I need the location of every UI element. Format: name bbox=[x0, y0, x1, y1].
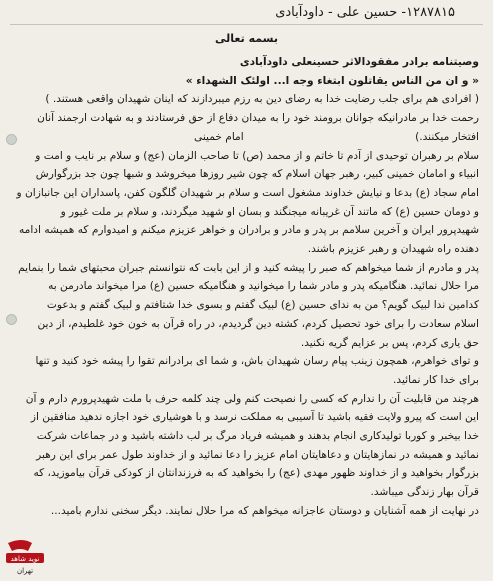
document-header: ۱۲۸۷۸۱۵- حسین علی - داودآبادی bbox=[275, 5, 455, 20]
punch-hole-mark bbox=[6, 134, 17, 145]
text-line: نمائید و همیشه در نمازهایتان و دعاهایتان امام عزیز را دعا نمائید و از خداوند طول عمر برای این رهبر bbox=[36, 448, 479, 461]
logo-subtext: تهران bbox=[16, 567, 34, 575]
text-line: شهیدپرور ایران و آخرین سلامم بر پدر و مادر و برادران و خواهر عزیزم میکنم و امیدوارم که همیشه ادامه bbox=[19, 224, 479, 237]
header-divider bbox=[10, 24, 483, 25]
text-line: امام سجاد (ع) بدعا و نیایش خداوند مشغول است و سلام بر شهیدان گلگون کفن، پاسداران این جانبازان و bbox=[16, 186, 479, 199]
text-line: خدا بیخبر و کوربا تولیدکاری انجام بدهند و همیشه فریاد مرگ بر لب داشته باشید و در جماعات شرکت bbox=[36, 430, 479, 443]
punch-hole-mark bbox=[6, 314, 17, 325]
text-line: برای خدا کار نمائید. bbox=[393, 373, 479, 386]
text-line: کدامین ندا لبیک گویم؟ من به ندای حسین (ع) لبیک گفتم و بسوی خدا شتافتم و لبیک گفتم و بدعوت bbox=[46, 299, 479, 312]
text-line: حق یاری کردم، پس بر عزایم گریه نکنید. bbox=[300, 336, 479, 349]
text-line: در نهایت از همه آشنایان و دوستان عاجزانه میخواهم که مرا حلال نمایند. دیگر سخنی ندارم بامید... bbox=[50, 504, 479, 517]
text-line: و توای خواهرم، همچون زینب پیام رسان شهیدان باش، و شما ای برادرانم تقوا را پیشه خود کنید و تنها bbox=[35, 355, 479, 368]
verse-translation: ( افرادی هم برای جلب رضایت خدا به رضای دین به رزم میبردازند که اینان شهیدان واقعی هستند. ) bbox=[45, 93, 479, 106]
text-line: این است که پیرو ولایت فقیه باشید تا آسیبی به مملکت نرسد و با هوشیاری خود اجازه ندهید منافقین از bbox=[30, 411, 479, 424]
text-line: بزرگوار بخواهید و از خداوند ظهور مهدی (عج) را بخواهید که به فرزندانتان از کودکی قرآن بیاموزید، که bbox=[33, 467, 479, 480]
text-line bbox=[14, 128, 479, 147]
text-fragment: افتخار میکنند.) bbox=[415, 130, 479, 143]
text-line: سلام بر رهبران توحیدی از آدم تا خاتم و از محمد (ص) تا صاحب الزمان (عج) و سلام بر نایب و امت و bbox=[35, 149, 479, 162]
quran-verse: « و ان من الناس یقاتلون ابتغاء وجه ا... اولئک الشهداء » bbox=[185, 74, 479, 87]
text-line: قرآن بهار زندگی میباشد. bbox=[370, 486, 479, 499]
text-line: مرا حلال نمائید. هنگامیکه پدر و مادر شما را میخوانید و هنگامیکه حسین (ع) مرا میخواند مادرمن به bbox=[48, 280, 479, 293]
signature-text: امام خمینی bbox=[194, 130, 244, 143]
text-line: اسلام سعادت را برای خود تحصیل کردم، کشته دین گردیدم، در راه قرآن به خون خود غلطیدم، از دین bbox=[37, 317, 479, 330]
text-line: و دومان حسین (ع) که ماتند آن غریبانه میجنگند و بسان او شهید میگردند، و سلام بر ملت غیور و bbox=[60, 205, 479, 218]
text-line: هرچند من قابلیت آن را ندارم که کسی را نصیحت کنم ولی چند کلمه حرف با ملت شهیدپرورم دارم و آن bbox=[25, 392, 479, 405]
bismillah: بسمه تعالی bbox=[215, 32, 278, 45]
navid-shahed-logo bbox=[2, 537, 48, 577]
text-line: رحمت خدا بر مادرانیکه جوانان برومند خود را به میدان دفاع از حق فرستادند و به شهادت ارجمند آنان bbox=[37, 112, 479, 125]
text-line: دهنده راه شهیدان و رهبر عزیزم باشند. bbox=[307, 243, 479, 256]
text-line: پدر و مادرم از شما میخواهم که صبر را پیشه کنید و از این بابت که نتوانستم جبران محبتهای شما را بنمایم bbox=[18, 261, 479, 274]
logo-text: نوید شاهد bbox=[10, 555, 40, 563]
will-title: وصیتنامه برادر مفقودالاثر حسینعلی داودآبادی bbox=[239, 56, 479, 68]
text-line: انبیاء و امامان خمینی کبیر، رهبر جهان اسلام که چون شیر روزها میخروشد و شبها چون جد بزرگوارش bbox=[35, 168, 479, 181]
